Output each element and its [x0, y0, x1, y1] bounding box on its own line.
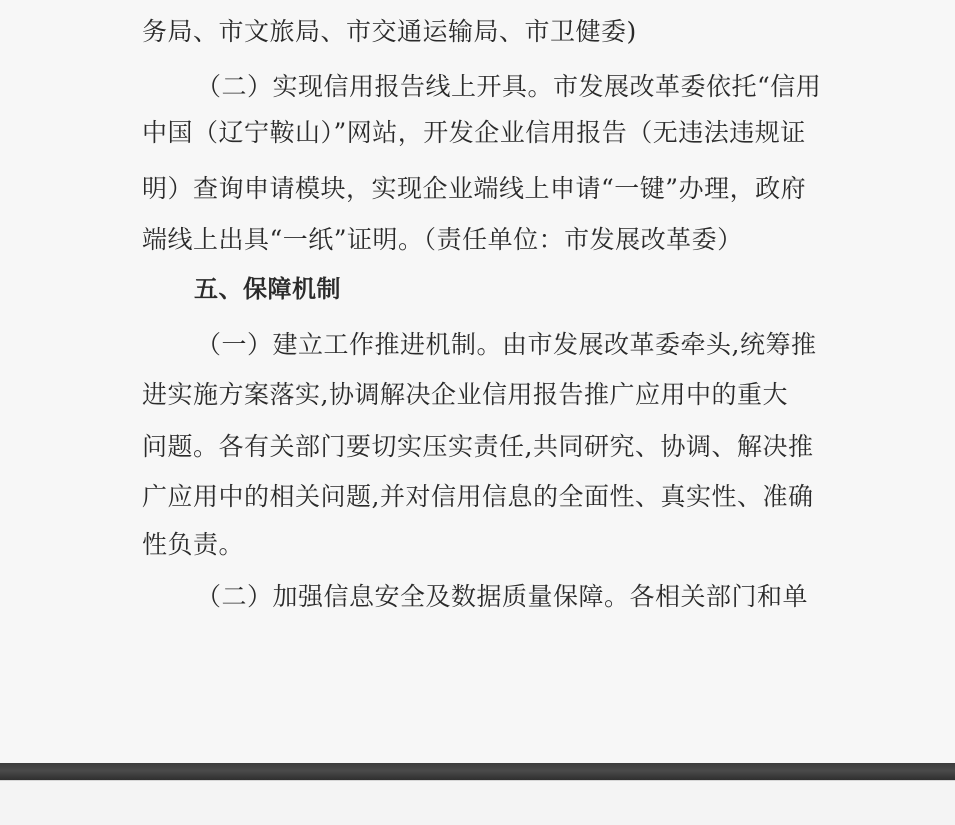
text-line: 广应用中的相关问题,并对信用信息的全面性、真实性、准确 [142, 482, 814, 511]
text-line: 性负责。 [142, 530, 245, 559]
next-page-area [0, 780, 955, 825]
page-separator-bar [0, 763, 955, 780]
subsection-line: （二）实现信用报告线上开具。市发展改革委依托“信用 [196, 72, 822, 101]
subsection-line: （一）建立工作推进机制。由市发展改革委牵头,统筹推 [196, 330, 817, 359]
text-line: 问题。各有关部门要切实压实责任,共同研究、协调、解决推 [142, 432, 814, 461]
text-line: 务局、市文旅局、市交通运输局、市卫健委) [142, 17, 637, 46]
text-line: 进实施方案落实,协调解决企业信用报告推广应用中的重大 [142, 380, 788, 409]
section-heading: 五、保障机制 [194, 275, 341, 303]
text-line: 端线上出具“一纸”证明。（责任单位：市发展改革委） [142, 225, 743, 254]
text-line: 明）查询申请模块，实现企业端线上申请“一键”办理，政府 [142, 174, 807, 203]
subsection-line: （二）加强信息安全及数据质量保障。各相关部门和单 [196, 582, 809, 611]
text-line: 中国（辽宁鞍山）”网站，开发企业信用报告（无违法违规证 [142, 118, 806, 147]
